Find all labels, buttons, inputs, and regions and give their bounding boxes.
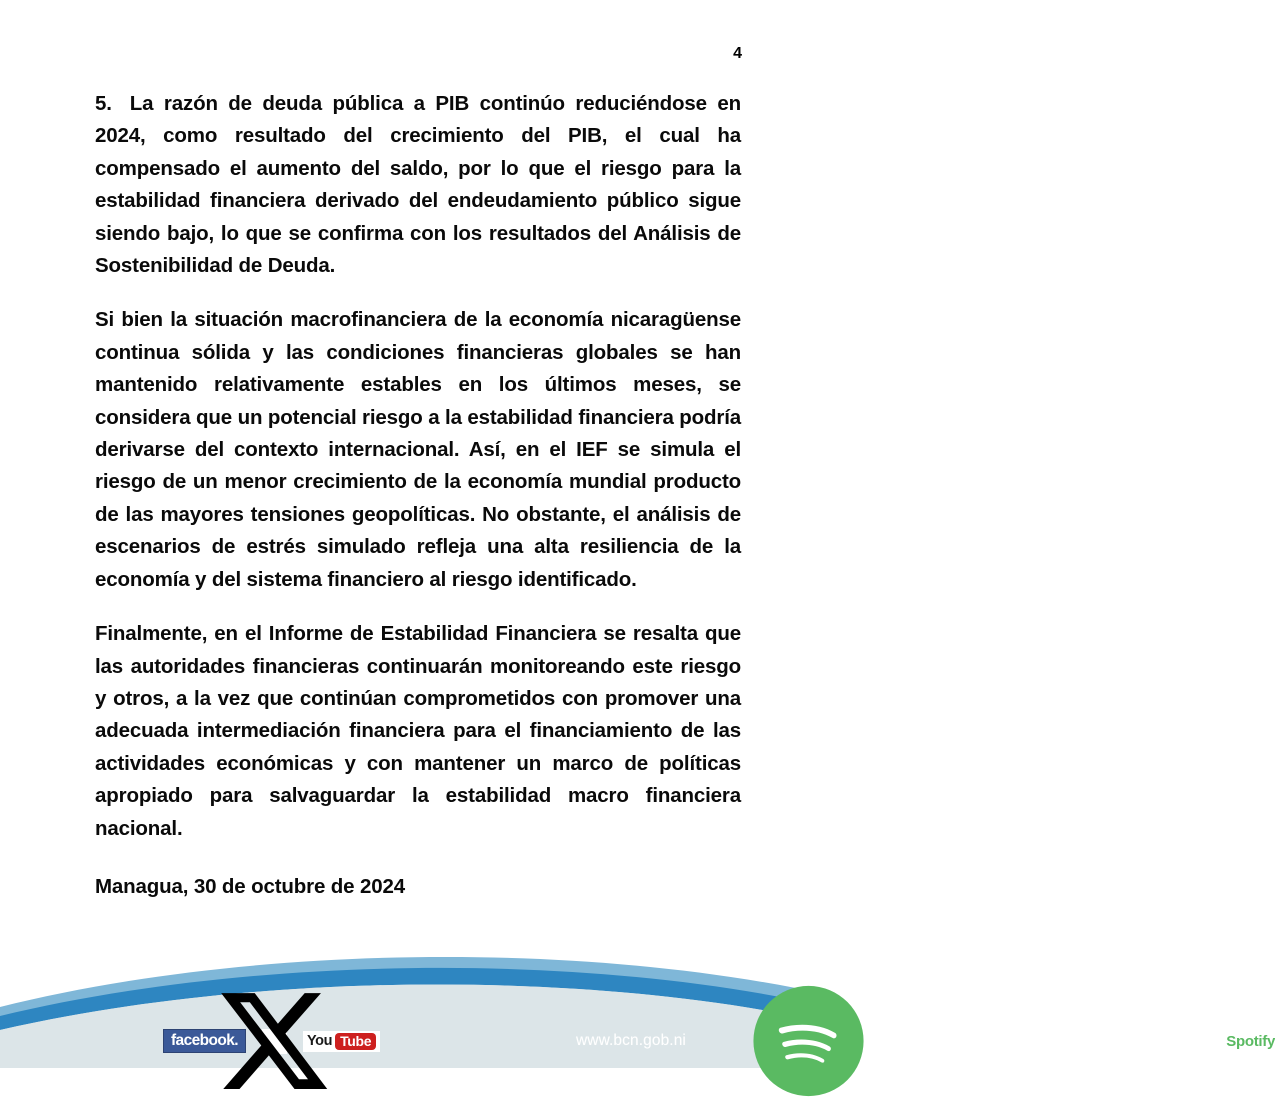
youtube-you-text: You [306,1032,333,1049]
spotify-wordmark: Spotify [1226,1032,1275,1050]
social-links [163,1028,1275,1054]
footer-graphic [0,950,1275,1068]
page-number: 4 [733,45,742,62]
facebook-icon[interactable]: facebook. [163,1029,246,1054]
spotify-icon[interactable] [396,982,1275,1100]
youtube-tube-text: Tube [335,1033,376,1050]
paragraph-finalmente [95,618,741,845]
paragraph-lead-number: 5. [95,92,112,115]
paragraph-5 [95,88,741,282]
website-url[interactable]: www.bcn.gob.ni [576,1032,686,1049]
paragraph-text: Si bien la situación macrofinanciera de la economía nicaragüense continua sólida y las condiciones financieras globales se han mantenido relativamente estables en los últimos meses, se considera que un potencial riesgo a la estabilidad financiera podría derivarse del contexto internacional. Así, en el IEF se simula el riesgo de un menor crecimiento de la economía mundial producto de las mayores tensiones geopolíticas. No obstante, el análisis de escenarios de estrés simulado refleja una alta resiliencia de la economía y del sistema financiero al riesgo identificado. [95,308,741,591]
youtube-icon[interactable] [303,1031,380,1052]
document-body [95,88,741,903]
signoff-line: Managua, 30 de octubre de 2024 [95,874,405,898]
paragraph-text: Finalmente, en el Informe de Estabilidad Financiera se resalta que las autoridades financieras continuarán monitoreando este riesgo y otros, a la vez que continúan comprometidos con promover una adecuada intermediación financiera para el financiamiento de las actividades económicas y con mantener un marco de políticas apropiado para salvaguardar la estabilidad macro financiera nacional. [95,622,741,840]
x-twitter-icon[interactable] [262,1029,287,1054]
paragraph-macrofinanciera [95,304,741,596]
paragraph-text: La razón de deuda pública a PIB continúo reduciéndose en 2024, como resultado del crecimiento del PIB, el cual ha compensado el aumento del saldo, por lo que el riesgo para la estabilidad financiera derivado del endeudamiento público sigue siendo bajo, lo que se confirma con los resultados del Análisis de Sostenibilidad de Deuda. [95,92,741,278]
